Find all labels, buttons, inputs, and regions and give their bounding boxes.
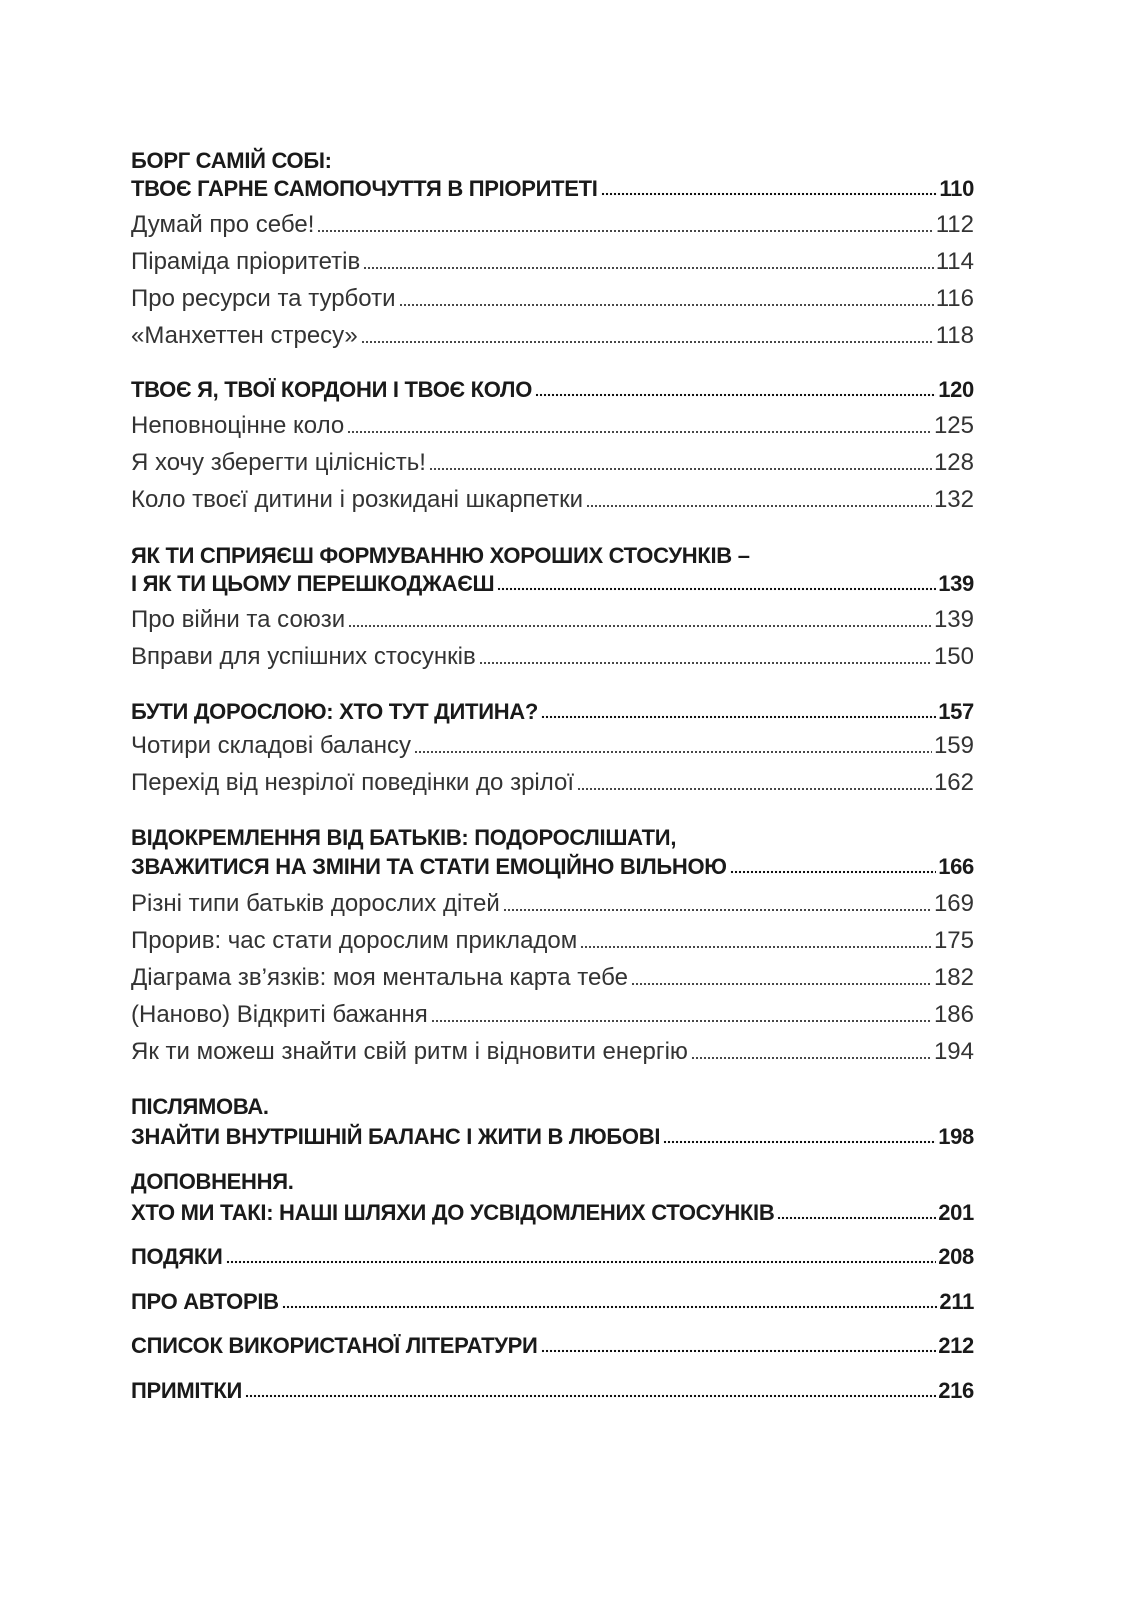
dot-leader xyxy=(541,1349,937,1353)
dot-leader xyxy=(414,750,932,754)
page-number: 125 xyxy=(933,412,974,439)
page-number: 211 xyxy=(939,1289,974,1314)
dot-leader xyxy=(348,624,932,628)
entry-title: Перехід від незрілої поведінки до зрілої xyxy=(131,769,575,796)
dot-leader xyxy=(363,266,933,270)
entry-title: Діаграма зв’язків: моя ментальна карта тебе xyxy=(131,964,628,991)
page-number: 208 xyxy=(938,1244,974,1269)
entry-title: Про ресурси та турботи xyxy=(131,285,396,312)
toc-entry[interactable] xyxy=(131,1036,974,1066)
page-number: 198 xyxy=(938,1124,974,1149)
section-heading-line xyxy=(131,1165,974,1195)
section-title: ДОПОВНЕННЯ. xyxy=(131,1169,294,1194)
page-number: 128 xyxy=(933,449,974,476)
toc-entry[interactable] xyxy=(131,604,974,634)
toc-entry[interactable] xyxy=(131,410,974,440)
page-number: 118 xyxy=(935,322,974,349)
page-number: 139 xyxy=(933,606,974,633)
entry-title: Чотири складові балансу xyxy=(131,732,412,759)
section-heading-line xyxy=(131,1090,974,1120)
dot-leader xyxy=(503,908,932,912)
page-number: 201 xyxy=(938,1200,974,1225)
section-title: ТВОЄ ГАРНЕ САМОПОЧУТТЯ В ПРІОРИТЕТІ xyxy=(131,176,598,201)
entry-title: (Наново) Відкриті бажання xyxy=(131,1001,428,1028)
section-title: ПРИМІТКИ xyxy=(131,1378,243,1403)
entry-title: Як ти можеш знайти свій ритм і відновити енергію xyxy=(131,1038,688,1065)
dot-leader xyxy=(777,1216,936,1220)
dot-leader xyxy=(361,340,934,344)
entry-title: Думай про себе! xyxy=(131,211,315,238)
dot-leader xyxy=(586,504,932,508)
page-number: 212 xyxy=(938,1333,974,1358)
section-title: ПОДЯКИ xyxy=(131,1244,223,1269)
toc-section-link[interactable] xyxy=(131,1120,974,1150)
dot-leader xyxy=(541,715,936,719)
page-number: 132 xyxy=(933,486,974,513)
toc-section-link[interactable] xyxy=(131,1374,974,1404)
page-number: 114 xyxy=(935,248,974,275)
toc-entry[interactable] xyxy=(131,209,974,239)
dot-leader xyxy=(497,587,936,591)
toc-entry[interactable] xyxy=(131,962,974,992)
entry-title: Різні типи батьків дорослих дітей xyxy=(131,890,500,917)
dot-leader xyxy=(245,1394,936,1398)
section-title: БУТИ ДОРОСЛОЮ: ХТО ТУТ ДИТИНА? xyxy=(131,699,539,724)
dot-leader xyxy=(399,303,934,307)
toc-section-link[interactable] xyxy=(131,1329,974,1359)
toc-entry[interactable] xyxy=(131,767,974,797)
dot-leader xyxy=(631,982,932,986)
section-title: СПИСОК ВИКОРИСТАНОЇ ЛІТЕРАТУРИ xyxy=(131,1333,538,1358)
dot-leader xyxy=(580,945,932,949)
section-title: ЗВАЖИТИСЯ НА ЗМІНИ ТА СТАТИ ЕМОЦІЙНО ВІЛЬНОЮ xyxy=(131,854,727,879)
page-number: 216 xyxy=(938,1378,974,1403)
section-title: ХТО МИ ТАКІ: НАШІ ШЛЯХИ ДО УСВІДОМЛЕНИХ СТОСУНКІВ xyxy=(131,1200,775,1225)
toc-entry[interactable] xyxy=(131,925,974,955)
toc-entry[interactable] xyxy=(131,447,974,477)
entry-title: Про війни та союзи xyxy=(131,606,346,633)
toc-entry[interactable] xyxy=(131,730,974,760)
toc-entry[interactable] xyxy=(131,888,974,918)
toc-entry[interactable] xyxy=(131,320,974,350)
entry-title: Коло твоєї дитини і розкидані шкарпетки xyxy=(131,486,583,513)
page-number: 166 xyxy=(938,854,974,879)
section-title: ПІСЛЯМОВА. xyxy=(131,1094,269,1119)
dot-leader xyxy=(535,393,936,397)
toc-section-link[interactable] xyxy=(131,172,974,202)
toc-entry[interactable] xyxy=(131,283,974,313)
toc-section-link[interactable] xyxy=(131,373,974,403)
dot-leader xyxy=(226,1260,937,1264)
page-number: 186 xyxy=(933,1001,974,1028)
toc-section-link[interactable] xyxy=(131,1285,974,1315)
page-number: 139 xyxy=(938,571,974,596)
page-number: 120 xyxy=(938,377,974,402)
page-number: 182 xyxy=(933,964,974,991)
dot-leader xyxy=(691,1056,932,1060)
entry-title: «Манхеттен стресу» xyxy=(131,322,358,349)
section-title: І ЯК ТИ ЦЬОМУ ПЕРЕШКОДЖАЄШ xyxy=(131,571,495,596)
toc-entry[interactable] xyxy=(131,999,974,1029)
page-number: 112 xyxy=(935,211,974,238)
page-number: 159 xyxy=(933,732,974,759)
dot-leader xyxy=(577,787,932,791)
section-heading-line xyxy=(131,539,974,569)
toc-entry[interactable] xyxy=(131,641,974,671)
page-number: 150 xyxy=(933,643,974,670)
toc-section-link[interactable] xyxy=(131,567,974,597)
page-number: 169 xyxy=(933,890,974,917)
entry-title: Неповноцінне коло xyxy=(131,412,345,439)
section-title: БОРГ САМІЙ СОБІ: xyxy=(131,148,332,173)
section-title: ПРО АВТОРІВ xyxy=(131,1289,279,1314)
dot-leader xyxy=(479,661,932,665)
dot-leader xyxy=(663,1140,936,1144)
page-number: 110 xyxy=(939,176,974,201)
dot-leader xyxy=(347,430,932,434)
dot-leader xyxy=(429,467,932,471)
entry-title: Прорив: час стати дорослим прикладом xyxy=(131,927,578,954)
toc-entry[interactable] xyxy=(131,484,974,514)
page-number: 175 xyxy=(933,927,974,954)
section-heading-line xyxy=(131,144,974,174)
toc-entry[interactable] xyxy=(131,246,974,276)
section-title: ТВОЄ Я, ТВОЇ КОРДОНИ І ТВОЄ КОЛО xyxy=(131,377,533,402)
dot-leader xyxy=(431,1019,932,1023)
dot-leader xyxy=(730,870,936,874)
entry-title: Піраміда пріоритетів xyxy=(131,248,361,275)
toc-section-link[interactable] xyxy=(131,850,974,880)
dot-leader xyxy=(601,192,938,196)
page-number: 162 xyxy=(933,769,974,796)
toc-section-link[interactable] xyxy=(131,695,974,725)
section-title: ЯК ТИ СПРИЯЄШ ФОРМУВАННЮ ХОРОШИХ СТОСУНКІВ – xyxy=(131,543,750,568)
section-title: ВІДОКРЕМЛЕННЯ ВІД БАТЬКІВ: ПОДОРОСЛІШАТИ, xyxy=(131,825,677,850)
toc-section-link[interactable] xyxy=(131,1240,974,1270)
page-number: 116 xyxy=(935,285,974,312)
section-title: ЗНАЙТИ ВНУТРІШНІЙ БАЛАНС І ЖИТИ В ЛЮБОВІ xyxy=(131,1124,661,1149)
dot-leader xyxy=(282,1305,938,1309)
page-number: 194 xyxy=(933,1038,974,1065)
toc-section-link[interactable] xyxy=(131,1196,974,1226)
dot-leader xyxy=(317,229,933,233)
page-number: 157 xyxy=(938,699,974,724)
entry-title: Я хочу зберегти цілісність! xyxy=(131,449,426,476)
section-heading-line xyxy=(131,821,974,851)
entry-title: Вправи для успішних стосунків xyxy=(131,643,476,670)
